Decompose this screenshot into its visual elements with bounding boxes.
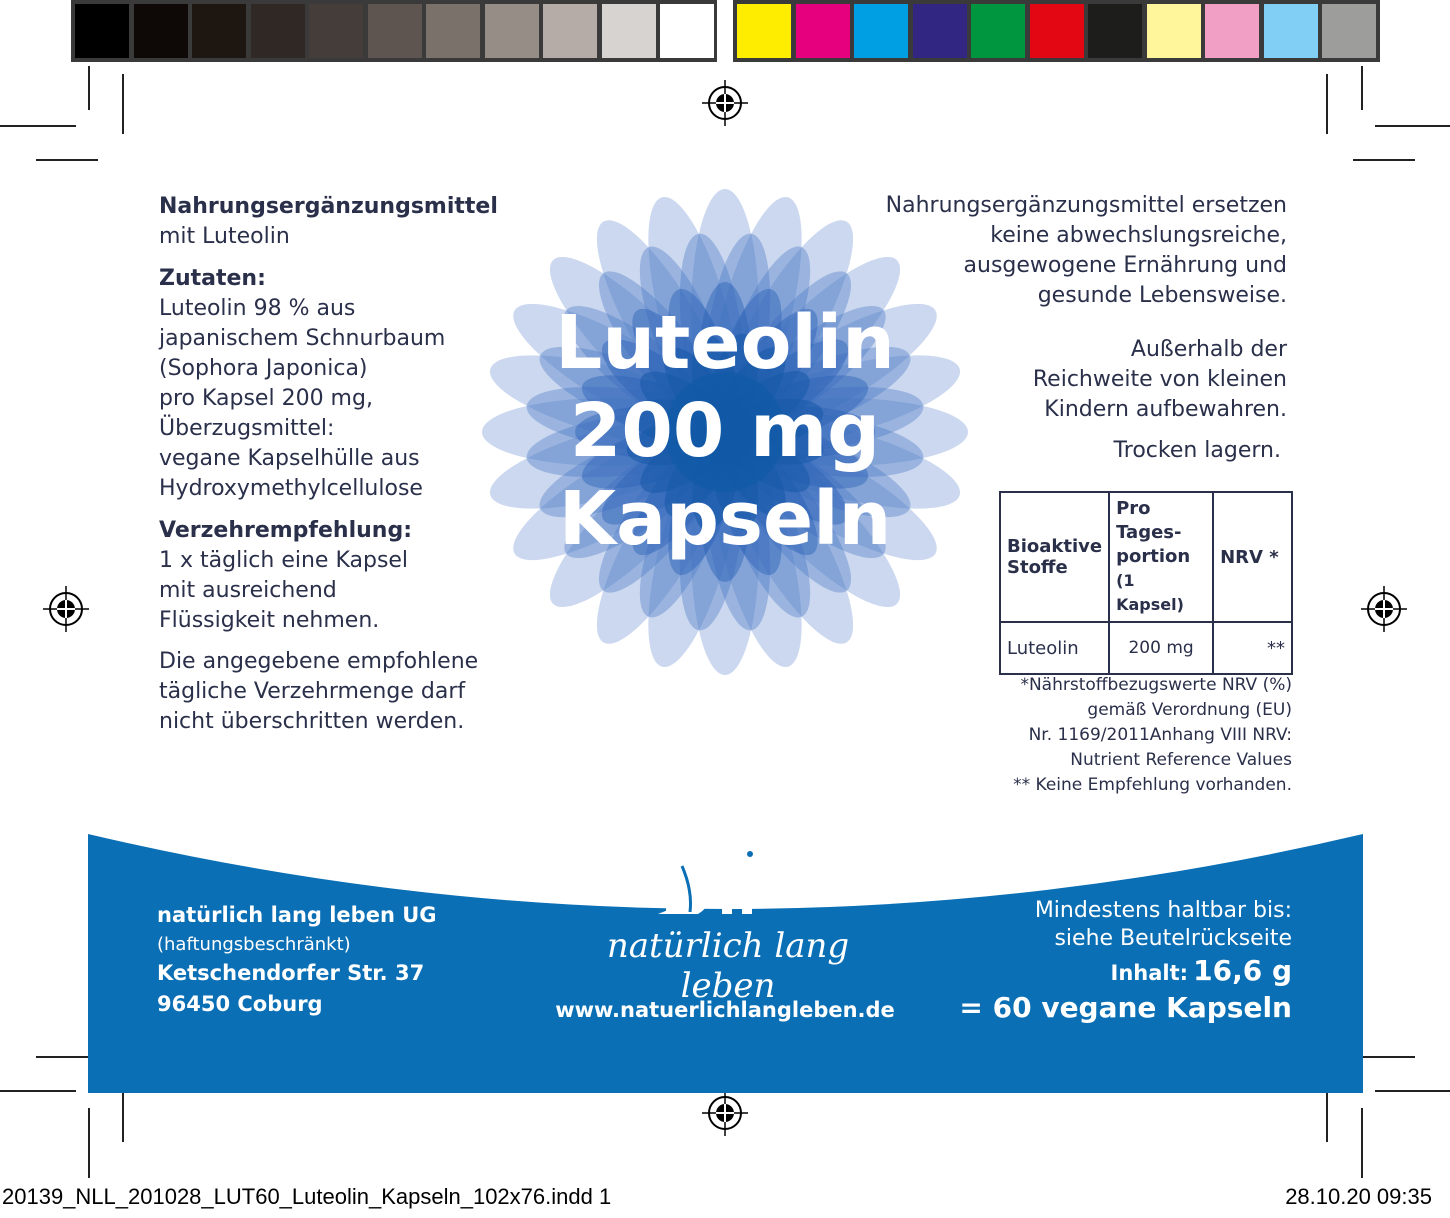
ingredients-heading: Zutaten:: [159, 266, 266, 291]
footnote-line: *Nährstoffbezugswerte NRV (%): [1020, 675, 1292, 695]
crop-mark: [88, 1108, 90, 1178]
table-cell-nrv: **: [1213, 622, 1292, 674]
crop-mark: [0, 1090, 76, 1092]
notice-line: gesunde Lebensweise.: [1037, 283, 1287, 308]
gray-swatch: [602, 4, 656, 58]
ingredients-line: pro Kapsel 200 mg,: [159, 386, 373, 411]
color-swatch: [1147, 4, 1201, 58]
table-header-substance: Bioaktive Stoffe: [1000, 492, 1109, 622]
table-header-daily-portion: Pro Tages-portion (1 Kapsel): [1109, 492, 1213, 622]
registration-mark-icon: [43, 586, 89, 632]
company-name: natürlich lang leben UG: [157, 903, 437, 927]
net-content-value: 16,6 g: [1193, 954, 1292, 987]
usage-line: mit ausreichend: [159, 578, 337, 603]
color-swatch: [1030, 4, 1084, 58]
ingredients-line: japanischem Schnurbaum: [159, 326, 446, 351]
gray-swatch: [251, 4, 305, 58]
storage-instruction: Trocken lagern.: [1113, 438, 1281, 463]
best-before-note: siehe Beutelrückseite: [1054, 926, 1292, 951]
print-timestamp: 28.10.20 09:35: [1285, 1184, 1432, 1209]
color-swatch: [913, 4, 967, 58]
crop-mark: [1326, 74, 1328, 134]
color-swatch: [971, 4, 1025, 58]
ingredients-line: Luteolin 98 % aus: [159, 296, 356, 321]
children-warning-line: Kindern aufbewahren.: [1044, 397, 1287, 422]
website-link[interactable]: www.natuerlichlangleben.de: [555, 998, 895, 1022]
best-before-label: Mindestens haltbar bis:: [1034, 898, 1292, 923]
crop-mark: [1375, 125, 1450, 127]
crop-mark: [36, 159, 98, 161]
children-warning-line: Reichweite von kleinen: [1032, 367, 1287, 392]
notice-line: ausgewogene Ernährung und: [963, 253, 1287, 278]
warning-line: nicht überschritten werden.: [159, 709, 465, 734]
color-swatch: [1264, 4, 1318, 58]
gray-swatch: [543, 4, 597, 58]
usage-heading: Verzehrempfehlung:: [159, 518, 412, 543]
table-header-nrv: NRV *: [1213, 492, 1292, 622]
capsule-count: = 60 vegane Kapseln: [959, 991, 1292, 1024]
gray-swatch: [426, 4, 480, 58]
product-title-line-1: Luteolin: [555, 300, 895, 386]
gray-swatch: [75, 4, 129, 58]
nutrition-table: [999, 491, 1293, 675]
notice-line: keine abwechslungsreiche,: [990, 223, 1287, 248]
ingredients-line: vegane Kapselhülle aus: [159, 446, 420, 471]
footnote-line: gemäß Verordnung (EU): [1087, 700, 1292, 720]
color-swatch: [737, 4, 791, 58]
gray-swatch: [192, 4, 246, 58]
table-cell-amount: 200 mg: [1109, 622, 1213, 674]
table-cell-substance: Luteolin: [1000, 622, 1109, 674]
registration-mark-icon: [702, 1090, 748, 1136]
registration-mark-icon: [702, 80, 748, 126]
net-content: [1111, 954, 1293, 987]
warning-line: tägliche Verzehrmenge darf: [159, 679, 466, 704]
footnote-line: Nutrient Reference Values: [1070, 750, 1292, 770]
color-swatch: [1322, 4, 1376, 58]
notice-line: Nahrungsergänzungsmittel ersetzen: [885, 193, 1287, 218]
color-swatch: [854, 4, 908, 58]
elephant-logo-icon: [652, 826, 787, 918]
usage-line: 1 x täglich eine Kapsel: [159, 548, 409, 573]
ingredients-line: (Sophora Japonica): [159, 356, 368, 381]
footnote-line: ** Keine Empfehlung vorhanden.: [1013, 775, 1292, 795]
brand-logo-wordmark: natürlich lang leben: [606, 926, 850, 1006]
product-subtitle: mit Luteolin: [159, 224, 290, 249]
crop-mark: [1353, 159, 1415, 161]
footnote-line: Nr. 1169/2011Anhang VIII NRV:: [1028, 725, 1292, 745]
gray-swatch: [660, 4, 714, 58]
ingredients-line: Hydroxymethylcellulose: [159, 476, 423, 501]
ingredients-line: Überzugsmittel:: [159, 416, 335, 441]
gray-swatch: [134, 4, 188, 58]
print-filename: 20139_NLL_201028_LUT60_Luteolin_Kapseln_102x76.indd 1: [2, 1184, 612, 1209]
usage-line: Flüssigkeit nehmen.: [159, 608, 380, 633]
color-swatch: [1205, 4, 1259, 58]
color-swatch: [796, 4, 850, 58]
crop-mark: [1361, 66, 1363, 110]
company-street: Ketschendorfer Str. 37: [157, 961, 425, 985]
crop-mark: [88, 66, 90, 110]
crop-mark: [1361, 1108, 1363, 1178]
warning-line: Die angegebene empfohlene: [159, 649, 479, 674]
gray-swatch: [309, 4, 363, 58]
children-warning-line: Außerhalb der: [1130, 337, 1287, 362]
crop-mark: [122, 74, 124, 134]
product-title-line-2: 200 mg: [569, 388, 881, 474]
registration-mark-icon: [1361, 586, 1407, 632]
crop-mark: [1375, 1090, 1450, 1092]
gray-swatch: [485, 4, 539, 58]
net-content-label: Inhalt:: [1110, 961, 1189, 985]
color-swatch: [1088, 4, 1142, 58]
company-city: 96450 Coburg: [157, 992, 323, 1016]
product-title-line-3: Kapseln: [558, 476, 892, 562]
gray-swatch: [368, 4, 422, 58]
product-type-heading: Nahrungsergänzungsmittel: [159, 194, 498, 219]
company-legal-form: (haftungsbeschränkt): [157, 934, 351, 955]
crop-mark: [0, 125, 76, 127]
